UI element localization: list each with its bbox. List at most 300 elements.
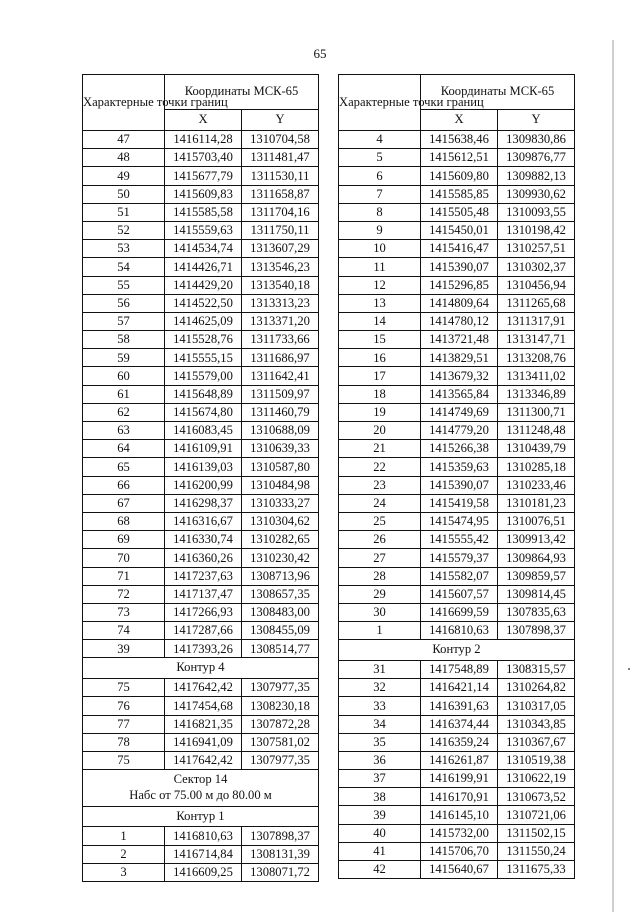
table-body-left <box>83 131 319 882</box>
point-number-cell: 5 <box>339 149 421 167</box>
table-row <box>339 603 575 621</box>
point-number-cell: 19 <box>339 403 421 421</box>
x-coordinate-cell: 1413679,32 <box>421 367 498 385</box>
point-number-cell: 27 <box>339 549 421 567</box>
table-row <box>83 679 319 697</box>
table-row <box>83 531 319 549</box>
point-number-cell: 29 <box>339 585 421 603</box>
x-coordinate-cell: 1416821,35 <box>165 715 242 733</box>
page-number: 65 <box>313 46 327 61</box>
point-number-cell: 74 <box>83 622 165 640</box>
y-coordinate-cell: 1313147,71 <box>498 331 575 349</box>
table-row <box>339 806 575 824</box>
y-coordinate-cell: 1311550,24 <box>498 842 575 860</box>
y-coordinate-cell: 1308071,72 <box>242 863 319 881</box>
point-number-cell: 66 <box>83 476 165 494</box>
table-row <box>339 440 575 458</box>
y-coordinate-cell: 1310622,19 <box>498 770 575 788</box>
x-coordinate-cell: 1414780,12 <box>421 312 498 330</box>
table-row <box>339 751 575 769</box>
x-coordinate-cell: 1416330,74 <box>165 531 242 549</box>
table-row <box>83 585 319 603</box>
y-coordinate-cell: 1309882,13 <box>498 167 575 185</box>
y-coordinate-cell: 1311686,97 <box>242 349 319 367</box>
point-number-cell: 22 <box>339 458 421 476</box>
section-label: Контур 1 <box>176 808 225 823</box>
y-coordinate-cell: 1313346,89 <box>498 385 575 403</box>
point-number-cell: 37 <box>339 770 421 788</box>
x-coordinate-cell: 1416109,91 <box>165 440 242 458</box>
point-number-cell: 59 <box>83 349 165 367</box>
y-coordinate-cell: 1311300,71 <box>498 403 575 421</box>
x-coordinate-cell: 1414809,64 <box>421 294 498 312</box>
table-row <box>339 679 575 697</box>
point-number-cell: 11 <box>339 258 421 276</box>
x-coordinate-cell: 1415640,67 <box>421 861 498 879</box>
x-coordinate-cell: 1415555,15 <box>165 349 242 367</box>
x-coordinate-cell: 1416359,24 <box>421 733 498 751</box>
point-number-cell: 10 <box>339 240 421 258</box>
table-row <box>83 312 319 330</box>
y-coordinate-cell: 1308713,96 <box>242 567 319 585</box>
point-number-cell: 41 <box>339 842 421 860</box>
x-coordinate-cell: 1415609,83 <box>165 185 242 203</box>
y-coordinate-cell: 1308657,35 <box>242 585 319 603</box>
y-coordinate-cell: 1310230,42 <box>242 549 319 567</box>
y-coordinate-cell: 1310333,27 <box>242 494 319 512</box>
table-row <box>339 494 575 512</box>
x-coordinate-cell: 1415585,58 <box>165 203 242 221</box>
point-number-cell: 9 <box>339 221 421 239</box>
point-number-cell: 25 <box>339 512 421 530</box>
header-y: Y <box>242 110 319 131</box>
y-coordinate-cell: 1310198,42 <box>498 221 575 239</box>
x-coordinate-cell: 1416391,63 <box>421 697 498 715</box>
y-coordinate-cell: 1308230,18 <box>242 697 319 715</box>
point-number-cell: 53 <box>83 240 165 258</box>
x-coordinate-cell: 1416810,63 <box>165 827 242 845</box>
x-coordinate-cell: 1415296,85 <box>421 276 498 294</box>
point-number-cell: 1 <box>83 827 165 845</box>
point-number-cell: 48 <box>83 149 165 167</box>
point-number-cell: 52 <box>83 221 165 239</box>
x-coordinate-cell: 1415674,80 <box>165 403 242 421</box>
point-number-cell: 61 <box>83 385 165 403</box>
section-heading <box>83 806 319 827</box>
y-coordinate-cell: 1307898,37 <box>498 622 575 640</box>
section-row <box>339 640 575 661</box>
x-coordinate-cell: 1416298,37 <box>165 494 242 512</box>
point-number-cell: 36 <box>339 751 421 769</box>
table-row <box>83 603 319 621</box>
point-number-cell: 47 <box>83 131 165 149</box>
x-coordinate-cell: 1415359,63 <box>421 458 498 476</box>
point-number-cell: 42 <box>339 861 421 879</box>
table-row <box>83 863 319 881</box>
point-number-cell: 1 <box>339 622 421 640</box>
table-row <box>83 494 319 512</box>
point-number-cell: 32 <box>339 679 421 697</box>
table-row <box>83 697 319 715</box>
point-number-cell: 7 <box>339 185 421 203</box>
x-coordinate-cell: 1416114,28 <box>165 131 242 149</box>
x-coordinate-cell: 1417548,89 <box>421 660 498 678</box>
point-number-cell: 3 <box>83 863 165 881</box>
y-coordinate-cell: 1313371,20 <box>242 312 319 330</box>
y-coordinate-cell: 1310317,05 <box>498 697 575 715</box>
x-coordinate-cell: 1416714,84 <box>165 845 242 863</box>
table-row <box>83 512 319 530</box>
y-coordinate-cell: 1310456,94 <box>498 276 575 294</box>
x-coordinate-cell: 1413829,51 <box>421 349 498 367</box>
x-coordinate-cell: 1415607,57 <box>421 585 498 603</box>
point-number-cell: 35 <box>339 733 421 751</box>
x-coordinate-cell: 1416139,03 <box>165 458 242 476</box>
x-coordinate-cell: 1416941,09 <box>165 733 242 751</box>
table-row <box>83 203 319 221</box>
table-row <box>83 258 319 276</box>
section-label: Сектор 14 <box>173 772 228 787</box>
table-row <box>339 331 575 349</box>
header-points: Характерные точки границ <box>339 75 421 131</box>
x-coordinate-cell: 1417137,47 <box>165 585 242 603</box>
point-number-cell: 17 <box>339 367 421 385</box>
x-coordinate-cell: 1415579,37 <box>421 549 498 567</box>
y-coordinate-cell: 1310673,52 <box>498 788 575 806</box>
y-coordinate-cell: 1310704,58 <box>242 131 319 149</box>
x-coordinate-cell: 1417266,93 <box>165 603 242 621</box>
point-number-cell: 26 <box>339 531 421 549</box>
table-row <box>339 476 575 494</box>
y-coordinate-cell: 1310343,85 <box>498 715 575 733</box>
point-number-cell: 71 <box>83 567 165 585</box>
point-number-cell: 77 <box>83 715 165 733</box>
table-row <box>339 770 575 788</box>
y-coordinate-cell: 1308514,77 <box>242 640 319 658</box>
table-row <box>83 240 319 258</box>
table-row <box>339 660 575 678</box>
table-row <box>339 788 575 806</box>
table-row <box>83 149 319 167</box>
point-number-cell: 69 <box>83 531 165 549</box>
x-coordinate-cell: 1415416,47 <box>421 240 498 258</box>
point-number-cell: 28 <box>339 567 421 585</box>
x-coordinate-cell: 1417642,42 <box>165 751 242 769</box>
x-coordinate-cell: 1415450,01 <box>421 221 498 239</box>
table-row <box>339 258 575 276</box>
coordinates-table-left <box>82 74 319 882</box>
point-number-cell: 34 <box>339 715 421 733</box>
y-coordinate-cell: 1309864,93 <box>498 549 575 567</box>
point-number-cell: 12 <box>339 276 421 294</box>
y-coordinate-cell: 1307835,63 <box>498 603 575 621</box>
table-row <box>339 240 575 258</box>
y-coordinate-cell: 1311509,97 <box>242 385 319 403</box>
point-number-cell: 60 <box>83 367 165 385</box>
table-row <box>339 512 575 530</box>
table-row <box>339 167 575 185</box>
section-row <box>83 806 319 827</box>
table-row <box>83 549 319 567</box>
y-coordinate-cell: 1313208,76 <box>498 349 575 367</box>
y-coordinate-cell: 1307977,35 <box>242 751 319 769</box>
y-coordinate-cell: 1311530,11 <box>242 167 319 185</box>
x-coordinate-cell: 1416374,44 <box>421 715 498 733</box>
point-number-cell: 70 <box>83 549 165 567</box>
point-number-cell: 67 <box>83 494 165 512</box>
x-coordinate-cell: 1413721,48 <box>421 331 498 349</box>
y-coordinate-cell: 1309930,62 <box>498 185 575 203</box>
y-coordinate-cell: 1311317,91 <box>498 312 575 330</box>
header-coords: Координаты МСК-65 <box>165 75 319 110</box>
x-coordinate-cell: 1414429,20 <box>165 276 242 294</box>
point-number-cell: 14 <box>339 312 421 330</box>
table-row <box>339 824 575 842</box>
x-coordinate-cell: 1414625,09 <box>165 312 242 330</box>
table-row <box>83 331 319 349</box>
point-number-cell: 76 <box>83 697 165 715</box>
x-coordinate-cell: 1415419,58 <box>421 494 498 512</box>
x-coordinate-cell: 1415579,00 <box>165 367 242 385</box>
table-row <box>339 276 575 294</box>
y-coordinate-cell: 1310285,18 <box>498 458 575 476</box>
x-coordinate-cell: 1416609,25 <box>165 863 242 881</box>
section-label: Контур 4 <box>176 660 225 675</box>
x-coordinate-cell: 1416200,99 <box>165 476 242 494</box>
x-coordinate-cell: 1417393,26 <box>165 640 242 658</box>
scan-speck <box>628 668 630 670</box>
table-row <box>83 367 319 385</box>
table-row <box>83 276 319 294</box>
header-x: X <box>165 110 242 131</box>
table-row <box>339 715 575 733</box>
y-coordinate-cell: 1311733,66 <box>242 331 319 349</box>
section-row <box>83 770 319 806</box>
point-number-cell: 4 <box>339 131 421 149</box>
x-coordinate-cell: 1416360,26 <box>165 549 242 567</box>
x-coordinate-cell: 1415505,48 <box>421 203 498 221</box>
point-number-cell: 2 <box>83 845 165 863</box>
y-coordinate-cell: 1313540,18 <box>242 276 319 294</box>
section-heading <box>339 640 575 661</box>
table-row <box>83 622 319 640</box>
x-coordinate-cell: 1417237,63 <box>165 567 242 585</box>
point-number-cell: 64 <box>83 440 165 458</box>
x-coordinate-cell: 1416261,87 <box>421 751 498 769</box>
y-coordinate-cell: 1310639,33 <box>242 440 319 458</box>
point-number-cell: 13 <box>339 294 421 312</box>
x-coordinate-cell: 1417454,68 <box>165 697 242 715</box>
header-points: Характерные точки границ <box>83 75 165 131</box>
x-coordinate-cell: 1415390,07 <box>421 476 498 494</box>
point-number-cell: 75 <box>83 679 165 697</box>
table-row <box>339 349 575 367</box>
table-row <box>339 549 575 567</box>
y-coordinate-cell: 1310439,79 <box>498 440 575 458</box>
y-coordinate-cell: 1311265,68 <box>498 294 575 312</box>
coordinates-table-right <box>338 74 575 879</box>
point-number-cell: 21 <box>339 440 421 458</box>
y-coordinate-cell: 1313546,23 <box>242 258 319 276</box>
x-coordinate-cell: 1416316,67 <box>165 512 242 530</box>
point-number-cell: 24 <box>339 494 421 512</box>
y-coordinate-cell: 1313411,02 <box>498 367 575 385</box>
y-coordinate-cell: 1310302,37 <box>498 258 575 276</box>
table-row <box>83 131 319 149</box>
point-number-cell: 49 <box>83 167 165 185</box>
table-row <box>83 733 319 751</box>
x-coordinate-cell: 1416699,59 <box>421 603 498 621</box>
point-number-cell: 58 <box>83 331 165 349</box>
point-number-cell: 75 <box>83 751 165 769</box>
x-coordinate-cell: 1415474,95 <box>421 512 498 530</box>
y-coordinate-cell: 1310484,98 <box>242 476 319 494</box>
y-coordinate-cell: 1311750,11 <box>242 221 319 239</box>
x-coordinate-cell: 1413565,84 <box>421 385 498 403</box>
y-coordinate-cell: 1310264,82 <box>498 679 575 697</box>
section-label: Набс от 75.00 м до 80.00 м <box>129 787 272 802</box>
x-coordinate-cell: 1416145,10 <box>421 806 498 824</box>
table-body-right <box>339 131 575 879</box>
y-coordinate-cell: 1310076,51 <box>498 512 575 530</box>
point-number-cell: 6 <box>339 167 421 185</box>
table-row <box>83 845 319 863</box>
point-number-cell: 57 <box>83 312 165 330</box>
table-row <box>339 458 575 476</box>
table-row <box>83 440 319 458</box>
section-heading <box>83 770 319 806</box>
y-coordinate-cell: 1310233,46 <box>498 476 575 494</box>
y-coordinate-cell: 1307581,02 <box>242 733 319 751</box>
y-coordinate-cell: 1310587,80 <box>242 458 319 476</box>
table-row <box>339 531 575 549</box>
y-coordinate-cell: 1308483,00 <box>242 603 319 621</box>
y-coordinate-cell: 1310093,55 <box>498 203 575 221</box>
y-coordinate-cell: 1311460,79 <box>242 403 319 421</box>
x-coordinate-cell: 1416421,14 <box>421 679 498 697</box>
point-number-cell: 51 <box>83 203 165 221</box>
y-coordinate-cell: 1308455,09 <box>242 622 319 640</box>
table-row <box>83 458 319 476</box>
table-row <box>83 827 319 845</box>
point-number-cell: 15 <box>339 331 421 349</box>
y-coordinate-cell: 1307898,37 <box>242 827 319 845</box>
point-number-cell: 20 <box>339 422 421 440</box>
x-coordinate-cell: 1415648,89 <box>165 385 242 403</box>
y-coordinate-cell: 1310282,65 <box>242 531 319 549</box>
point-number-cell: 65 <box>83 458 165 476</box>
y-coordinate-cell: 1311481,47 <box>242 149 319 167</box>
y-coordinate-cell: 1309913,42 <box>498 531 575 549</box>
y-coordinate-cell: 1310181,23 <box>498 494 575 512</box>
y-coordinate-cell: 1308315,57 <box>498 660 575 678</box>
x-coordinate-cell: 1414779,20 <box>421 422 498 440</box>
x-coordinate-cell: 1415732,00 <box>421 824 498 842</box>
table-row <box>339 294 575 312</box>
header-coords: Координаты МСК-65 <box>421 75 575 110</box>
y-coordinate-cell: 1307977,35 <box>242 679 319 697</box>
table-row <box>83 715 319 733</box>
point-number-cell: 54 <box>83 258 165 276</box>
y-coordinate-cell: 1313313,23 <box>242 294 319 312</box>
y-coordinate-cell: 1311502,15 <box>498 824 575 842</box>
point-number-cell: 50 <box>83 185 165 203</box>
table-row <box>339 203 575 221</box>
point-number-cell: 23 <box>339 476 421 494</box>
x-coordinate-cell: 1415677,79 <box>165 167 242 185</box>
point-number-cell: 78 <box>83 733 165 751</box>
table-row <box>339 585 575 603</box>
x-coordinate-cell: 1415390,07 <box>421 258 498 276</box>
table-row <box>339 185 575 203</box>
x-coordinate-cell: 1417642,42 <box>165 679 242 697</box>
x-coordinate-cell: 1415266,38 <box>421 440 498 458</box>
point-number-cell: 30 <box>339 603 421 621</box>
y-coordinate-cell: 1308131,39 <box>242 845 319 863</box>
y-coordinate-cell: 1309814,45 <box>498 585 575 603</box>
point-number-cell: 63 <box>83 422 165 440</box>
point-number-cell: 62 <box>83 403 165 421</box>
x-coordinate-cell: 1414534,74 <box>165 240 242 258</box>
y-coordinate-cell: 1307872,28 <box>242 715 319 733</box>
x-coordinate-cell: 1416170,91 <box>421 788 498 806</box>
y-coordinate-cell: 1311642,41 <box>242 367 319 385</box>
point-number-cell: 39 <box>339 806 421 824</box>
point-number-cell: 8 <box>339 203 421 221</box>
point-number-cell: 33 <box>339 697 421 715</box>
y-coordinate-cell: 1310519,38 <box>498 751 575 769</box>
table-row <box>83 751 319 769</box>
table-row <box>339 567 575 585</box>
y-coordinate-cell: 1309859,57 <box>498 567 575 585</box>
x-coordinate-cell: 1415638,46 <box>421 131 498 149</box>
table-row <box>339 733 575 751</box>
point-number-cell: 31 <box>339 660 421 678</box>
point-number-cell: 16 <box>339 349 421 367</box>
x-coordinate-cell: 1415582,07 <box>421 567 498 585</box>
point-number-cell: 38 <box>339 788 421 806</box>
x-coordinate-cell: 1415609,80 <box>421 167 498 185</box>
point-number-cell: 39 <box>83 640 165 658</box>
y-coordinate-cell: 1311704,16 <box>242 203 319 221</box>
table-row <box>83 221 319 239</box>
table-row <box>83 349 319 367</box>
table-row <box>339 422 575 440</box>
y-coordinate-cell: 1313607,29 <box>242 240 319 258</box>
y-coordinate-cell: 1309876,77 <box>498 149 575 167</box>
y-coordinate-cell: 1310304,62 <box>242 512 319 530</box>
table-row <box>339 403 575 421</box>
y-coordinate-cell: 1310367,67 <box>498 733 575 751</box>
point-number-cell: 55 <box>83 276 165 294</box>
x-coordinate-cell: 1416199,91 <box>421 770 498 788</box>
point-number-cell: 68 <box>83 512 165 530</box>
x-coordinate-cell: 1415585,85 <box>421 185 498 203</box>
table-row <box>83 403 319 421</box>
x-coordinate-cell: 1415559,63 <box>165 221 242 239</box>
table-row <box>83 422 319 440</box>
section-heading <box>83 658 319 679</box>
point-number-cell: 72 <box>83 585 165 603</box>
table-row <box>339 385 575 403</box>
table-row <box>83 385 319 403</box>
x-coordinate-cell: 1414522,50 <box>165 294 242 312</box>
table-row <box>339 842 575 860</box>
point-number-cell: 56 <box>83 294 165 312</box>
table-row <box>339 697 575 715</box>
x-coordinate-cell: 1415703,40 <box>165 149 242 167</box>
section-label: Контур 2 <box>432 642 481 657</box>
